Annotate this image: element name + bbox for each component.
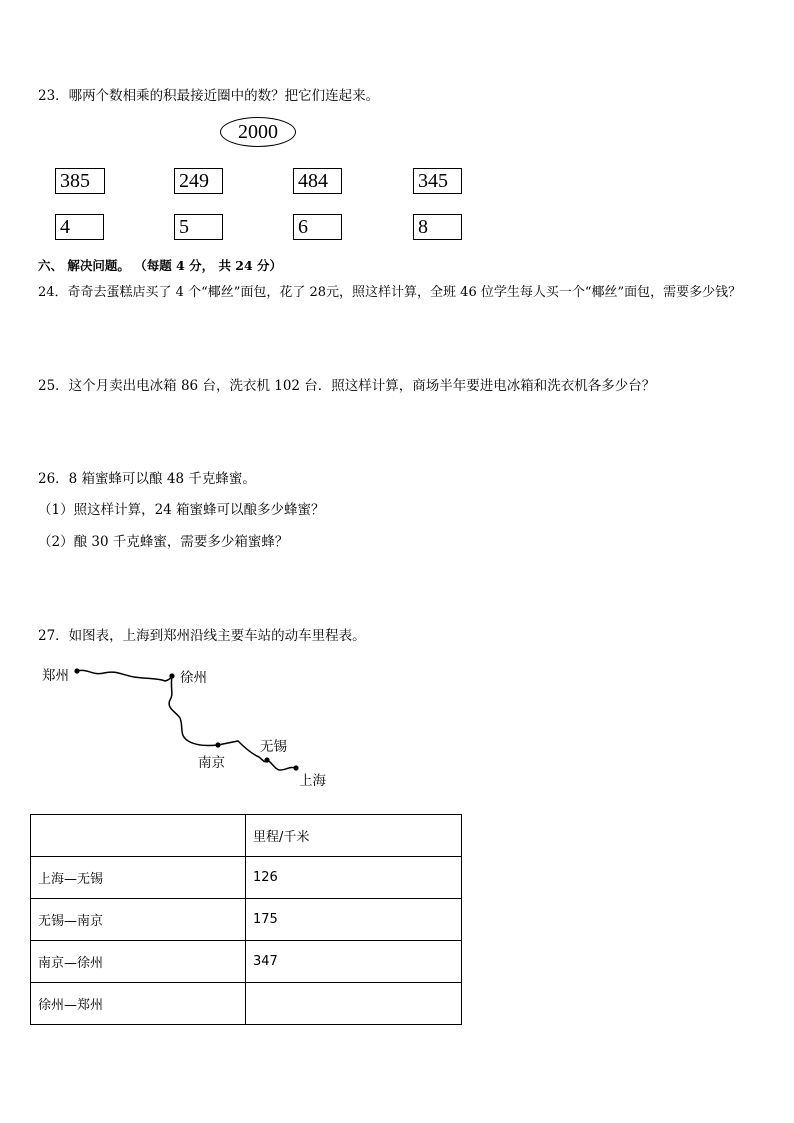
table-row — [31, 983, 462, 1025]
distance-cell — [246, 983, 462, 1025]
number-box-top-4: 345 — [413, 168, 462, 194]
station-label-nanjing: 南京 — [198, 755, 225, 771]
number-box-top-2: 249 — [174, 168, 223, 194]
distance-cell: 126 — [246, 857, 462, 899]
route-segment-cell: 徐州—郑州 — [31, 983, 246, 1025]
table-header-cell — [31, 815, 246, 857]
number-box-bottom-1: 4 — [55, 214, 104, 240]
question-23-text: 23．哪两个数相乘的积最接近圈中的数？把它们连起来。 — [38, 88, 380, 104]
station-dot-xuzhou — [169, 673, 174, 678]
question-25-text: 25．这个月卖出电冰箱 86 台，洗衣机 102 台．照这样计算，商场半年要进电冰箱和洗衣机各多少台？ — [38, 378, 656, 394]
station-label-wuxi: 无锡 — [260, 739, 287, 755]
mileage-table — [30, 814, 462, 1025]
station-label-shanghai: 上海 — [299, 773, 326, 789]
section-heading: 六、 解决问题。 （每题 4 分， 共 24 分） — [38, 258, 283, 273]
station-dot-nanjing — [215, 742, 220, 747]
number-box-bottom-2: 5 — [174, 214, 223, 240]
table-header-cell: 里程/千米 — [246, 815, 462, 857]
distance-cell: 347 — [246, 941, 462, 983]
route-segment-cell: 南京—徐州 — [31, 941, 246, 983]
station-dot-wuxi — [264, 757, 269, 762]
table-row — [31, 899, 462, 941]
target-number-oval: 2000 — [220, 117, 296, 147]
table-row — [31, 941, 462, 983]
question-26-sub1: （1）照这样计算，24 箱蜜蜂可以酿多少蜂蜜？ — [38, 502, 325, 518]
station-dot-shanghai — [293, 765, 298, 770]
number-box-top-3: 484 — [293, 168, 342, 194]
question-26-sub2: （2）酿 30 千克蜂蜜，需要多少箱蜜蜂？ — [38, 534, 289, 550]
route-segment-cell: 上海—无锡 — [31, 857, 246, 899]
number-box-top-1: 385 — [55, 168, 105, 194]
route-segment-cell: 无锡—南京 — [31, 899, 246, 941]
table-header-row — [31, 815, 462, 857]
question-26-text: 26．8 箱蜜蜂可以酿 48 千克蜂蜜。 — [38, 471, 256, 487]
station-dot-zhengzhou — [74, 668, 79, 673]
station-label-zhengzhou: 郑州 — [42, 668, 69, 684]
question-27-text: 27．如图表，上海到郑州沿线主要车站的动车里程表。 — [38, 628, 366, 644]
distance-cell: 175 — [246, 899, 462, 941]
table-row — [31, 857, 462, 899]
station-label-xuzhou: 徐州 — [180, 670, 207, 686]
number-box-bottom-3: 6 — [293, 214, 342, 240]
question-24-text: 24．奇奇去蛋糕店买了 4 个“椰丝”面包，花了 28元，照这样计算，全班 46 位学生每人买一个“椰丝”面包，需要多少钱？ — [38, 285, 742, 300]
number-box-bottom-4: 8 — [413, 214, 462, 240]
